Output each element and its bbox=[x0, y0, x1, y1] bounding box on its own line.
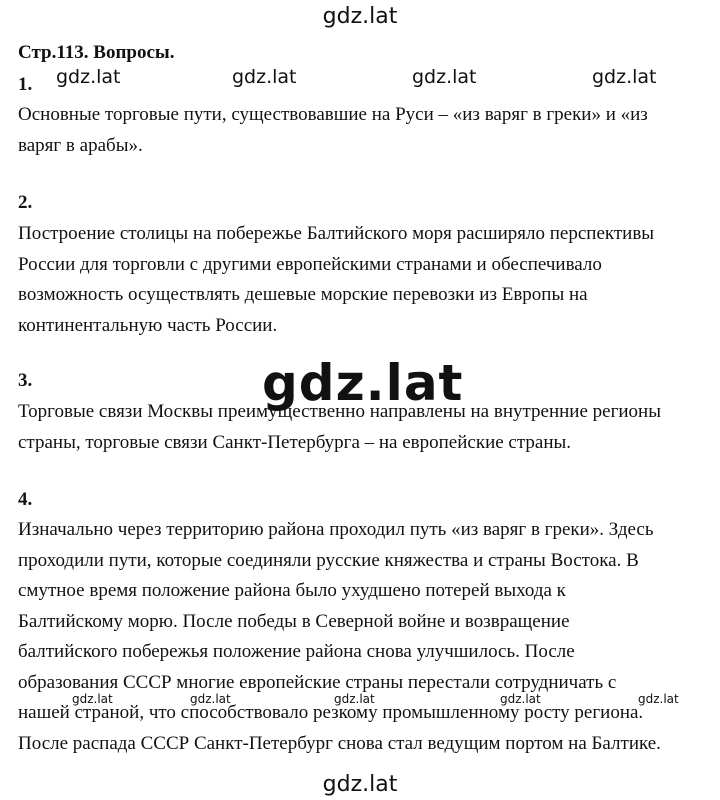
page-heading: Стр.113. Вопросы. bbox=[18, 42, 175, 63]
watermark-row-3: gdz.lat bbox=[412, 66, 477, 88]
answer-line: Изначально через территорию района проходил путь «из варяг в греки». Здесь bbox=[18, 519, 654, 540]
question-2-number: 2. bbox=[18, 192, 33, 213]
answer-line: Построение столицы на побережье Балтийского моря расширяло перспективы bbox=[18, 223, 655, 244]
answer-line: Балтийскому морю. После победы в Северной войне и возвращение bbox=[18, 610, 570, 632]
watermark-bottom: gdz.lat bbox=[322, 772, 398, 797]
answer-line: нашей страной, что способствовало резкому промышленному росту региона. bbox=[18, 702, 644, 723]
watermark-row-4: gdz.lat bbox=[592, 66, 657, 88]
answer-line: возможность осуществлять дешевые морские перевозки из Европы на bbox=[18, 284, 588, 305]
answer-line: балтийского побережья положение района снова улучшилось. После bbox=[18, 641, 575, 662]
answer-line: смутное время положение района было ухудшено потерей выхода к bbox=[18, 580, 566, 601]
answer-line: проходили пути, которые соединяли русские княжества и страны Востока. В bbox=[18, 549, 639, 571]
question-4-number: 4. bbox=[18, 489, 33, 510]
watermark-small-3: gdz.lat bbox=[334, 692, 375, 706]
watermark-small-4: gdz.lat bbox=[500, 692, 541, 706]
answer-line: России для торговли с другими европейскими странами и обеспечивало bbox=[18, 253, 602, 275]
answer-line: Основные торговые пути, существовавшие на Руси – «из варяг в греки» и «из bbox=[18, 104, 648, 125]
answer-line: страны, торговые связи Санкт-Петербурга – на европейские страны. bbox=[18, 431, 572, 453]
question-3-number: 3. bbox=[18, 370, 33, 391]
answer-line: После распада СССР Санкт-Петербург снова стал ведущим портом на Балтике. bbox=[18, 732, 661, 754]
question-2-answer bbox=[18, 219, 708, 341]
answer-line: континентальную часть России. bbox=[18, 314, 278, 336]
question-1-answer bbox=[18, 100, 708, 161]
watermark-row-2: gdz.lat bbox=[232, 66, 297, 88]
watermark-small-5: gdz.lat bbox=[638, 692, 679, 706]
watermark-small-2: gdz.lat bbox=[190, 692, 231, 706]
answer-line: Торговые связи Москвы преимущественно направлены на внутренние регионы bbox=[18, 401, 661, 422]
question-1-number: 1. bbox=[18, 74, 33, 95]
watermark-top: gdz.lat bbox=[322, 4, 398, 29]
answer-line: образования СССР многие европейские страны перестали сотрудничать с bbox=[18, 671, 617, 693]
answer-line: варяг в арабы». bbox=[18, 134, 143, 156]
watermark-row-1: gdz.lat bbox=[56, 66, 121, 88]
question-4-answer bbox=[18, 515, 708, 759]
watermark-small-1: gdz.lat bbox=[72, 692, 113, 706]
watermark-center: gdz.lat bbox=[262, 354, 464, 412]
